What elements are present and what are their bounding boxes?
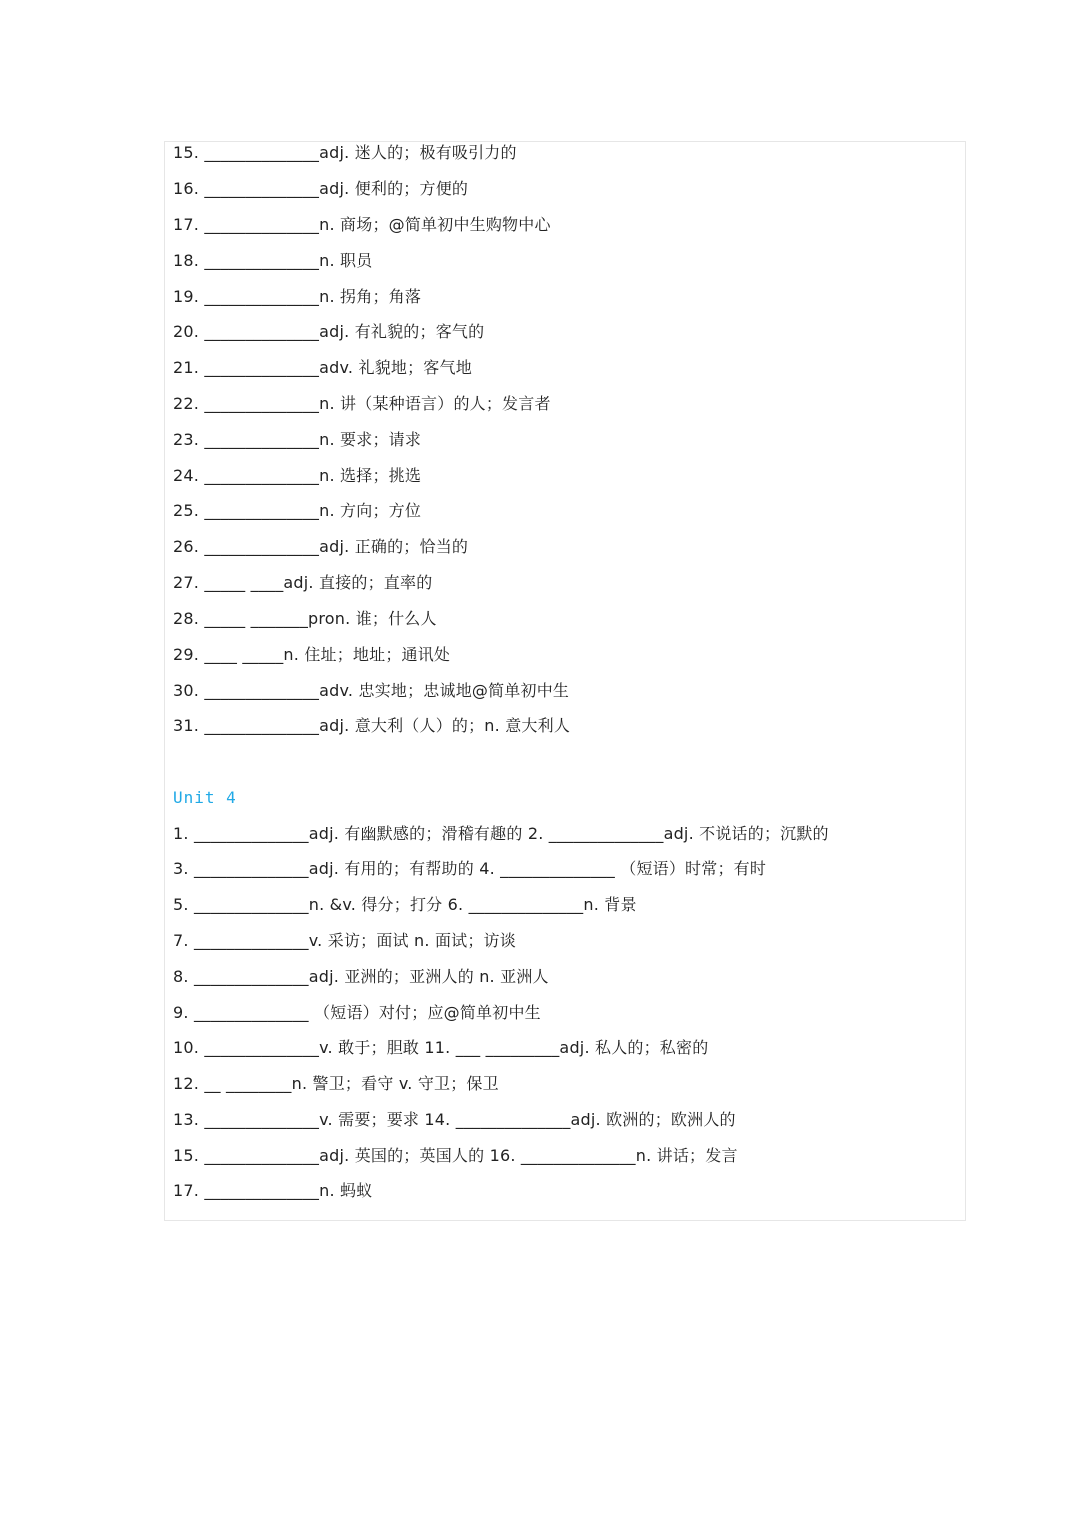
vocab-line: 15. ______________adj. 迷人的；极有吸引力的	[173, 143, 517, 162]
vocab-line: 17. ______________n. 蚂蚁	[173, 1181, 373, 1200]
vocab-line: 23. ______________n. 要求；请求	[173, 430, 422, 449]
vocab-line: 16. ______________adj. 便利的；方便的	[173, 179, 469, 198]
vocab-line: 27. _____ ____adj. 直接的；直率的	[173, 573, 433, 592]
vocab-line: 24. ______________n. 选择；挑选	[173, 466, 422, 485]
vocab-line: 3. ______________adj. 有用的；有帮助的 4. ______________ （短语）时常；有时	[173, 859, 767, 878]
vocab-line: 5. ______________n. &v. 得分；打分 6. ______________n. 背景	[173, 895, 637, 914]
vocab-line: 22. ______________n. 讲（某种语言）的人；发言者	[173, 394, 551, 413]
vocab-line: 25. ______________n. 方向；方位	[173, 501, 422, 520]
vocab-line: 12. __ ________n. 警卫；看守 v. 守卫；保卫	[173, 1074, 499, 1093]
unit-title: Unit 4	[173, 788, 237, 807]
vocab-line: 21. ______________adv. 礼貌地；客气地	[173, 358, 472, 377]
vocab-line: 17. ______________n. 商场；@简单初中生购物中心	[173, 215, 551, 234]
vocab-line: 20. ______________adj. 有礼貌的；客气的	[173, 322, 485, 341]
vocab-line: 1. ______________adj. 有幽默感的；滑稽有趣的 2. ______________adj. 不说话的；沉默的	[173, 824, 829, 843]
vocab-line: 7. ______________v. 采访；面试 n. 面试；访谈	[173, 931, 516, 950]
vocab-line: 29. ____ _____n. 住址；地址；通讯处	[173, 645, 451, 664]
vocab-line: 13. ______________v. 需要；要求 14. ______________adj. 欧洲的；欧洲人的	[173, 1110, 736, 1129]
vocab-line: 9. ______________ （短语）对付；应@简单初中生	[173, 1003, 541, 1022]
vocab-line: 19. ______________n. 拐角；角落	[173, 287, 422, 306]
vocab-line: 26. ______________adj. 正确的；恰当的	[173, 537, 469, 556]
vocab-line: 30. ______________adv. 忠实地；忠诚地@简单初中生	[173, 681, 570, 700]
vocab-line: 15. ______________adj. 英国的；英国人的 16. ______________n. 讲话；发言	[173, 1146, 738, 1165]
vocab-line: 8. ______________adj. 亚洲的；亚洲人的 n. 亚洲人	[173, 967, 549, 986]
vocab-line: 10. ______________v. 敢于；胆敢 11. ___ _________adj. 私人的；私密的	[173, 1038, 709, 1057]
vocab-line: 31. ______________adj. 意大利（人）的；n. 意大利人	[173, 716, 571, 735]
vocab-line: 28. _____ _______pron. 谁；什么人	[173, 609, 437, 628]
vocab-line: 18. ______________n. 职员	[173, 251, 373, 270]
